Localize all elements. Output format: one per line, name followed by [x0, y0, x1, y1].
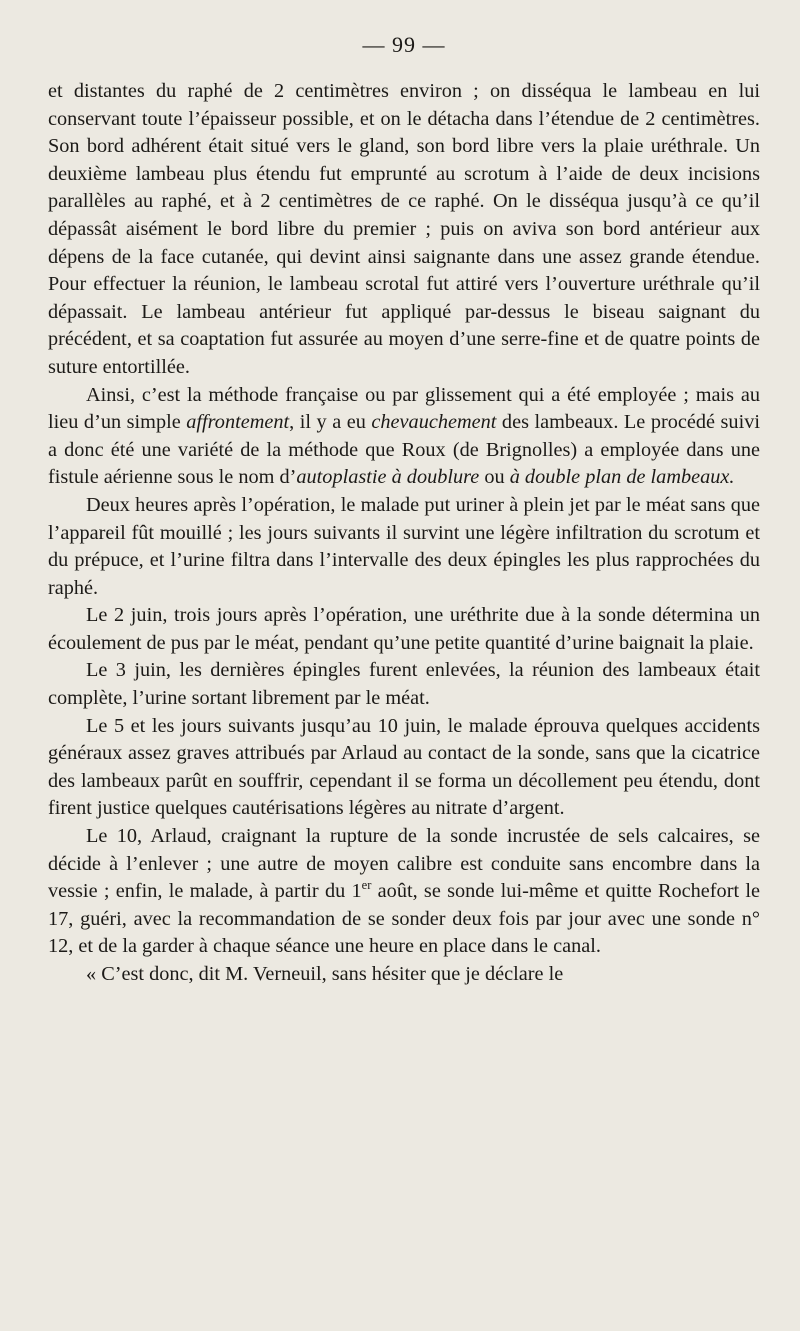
text-run: ou [479, 466, 510, 489]
paragraph [48, 492, 760, 602]
paragraph [48, 961, 760, 989]
text-run: août, se sonde lui-même et quitte Rochefort le 17, guéri, avec la recommandation de se sonder deux fois par jour avec une sonde n° 12, et de la garder à chaque séance une heure en place dans le canal. [48, 880, 760, 958]
text-run: Deux heures après l’opération, le malade put uriner à plein jet par le méat sans que l’appareil fût mouillé ; les jours suivants il survint une légère infiltration du scrotum et du prépuce, et l’urine filtra dans l’intervalle des deux épingles les plus rapprochées du raphé. [48, 493, 760, 599]
text-run: Le 3 juin, les dernières épingles furent enlevées, la réunion des lambeaux était complète, l’urine sortant librement par le méat. [48, 659, 760, 710]
text-run: Le 10, Arlaud, craignant la rupture de la sonde incrustée de sels calcaires, se décide à l’enlever ; une autre de moyen calibre est conduite sans encombre dans la vessie ; enfin, le malade, à partir du 1 [48, 825, 760, 903]
text-run: des lambeaux. Le procédé suivi a donc été une variété de la méthode que Roux (de Brignolles) a employée dans une fistule aérienne sous le nom d’ [48, 411, 760, 489]
paragraph [48, 823, 760, 961]
paragraph [48, 657, 760, 712]
body-text [48, 78, 760, 989]
paragraph [48, 602, 760, 657]
text-run: « C’est donc, dit M. Verneuil, sans hésiter que je déclare le [86, 963, 564, 985]
paragraph [48, 78, 760, 382]
text-run: Le 2 juin, trois jours après l’opération, une uréthrite due à la sonde détermina un écoulement de pus par le méat, pendant qu’une petite quantité d’urine baignait la plaie. [48, 604, 760, 654]
italic-text: affrontement [186, 411, 290, 434]
paragraph [48, 713, 760, 823]
italic-text: autoplastie à doublure [296, 466, 480, 489]
italic-text: à double plan de lambeaux. [509, 466, 735, 489]
text-run: Ainsi, c’est la méthode française ou par glissement qui a été employée ; mais au lieu d’un simple [48, 383, 760, 434]
text-run: et distantes du raphé de 2 centimètres environ ; on disséqua le lambeau en lui conservant toute l’épaisseur possible, et on le détacha dans l’étendue de 2 centimètres. Son bord adhérent était situé vers le gland, son bord libre vers la plaie uréthrale. Un deuxième lambeau plus étendu fut emprunté au scrotum à l’aide de deux incisions parallèles au raphé, et à 2 centimètres de ce raphé. On le disséqua jusqu’à ce qu’il dépassât aisément le bord libre du premier ; puis on aviva son bord antérieur aux dépens de la face cutanée, qui devint ainsi saignante dans une assez grande étendue. Pour effectuer la réunion, le lambeau scrotal fut attiré vers l’ouverture uréthrale qu’il dépassait. Le lambeau antérieur fut appliqué par-dessus le biseau saignant du précédent, et sa coaptation fut assurée au moyen d’une serre-fine et de quatre points de suture entortillée. [48, 80, 760, 378]
text-run: , il y a eu [289, 411, 372, 434]
italic-text: chevauchement [371, 411, 497, 434]
page-number: — 99 — [362, 32, 446, 57]
paragraph [48, 382, 760, 492]
text-run: Le 5 et les jours suivants jusqu’au 10 juin, le malade éprouva quelques accidents généraux assez graves attribués par Arlaud au contact de la sonde, sans que la cicatrice des lambeaux parût en souffrir, cependant il se forma un décollement peu étendu, dont firent justice quelques cautérisations légères au nitrate d’argent. [48, 714, 760, 820]
superscript-text: er [361, 878, 372, 893]
